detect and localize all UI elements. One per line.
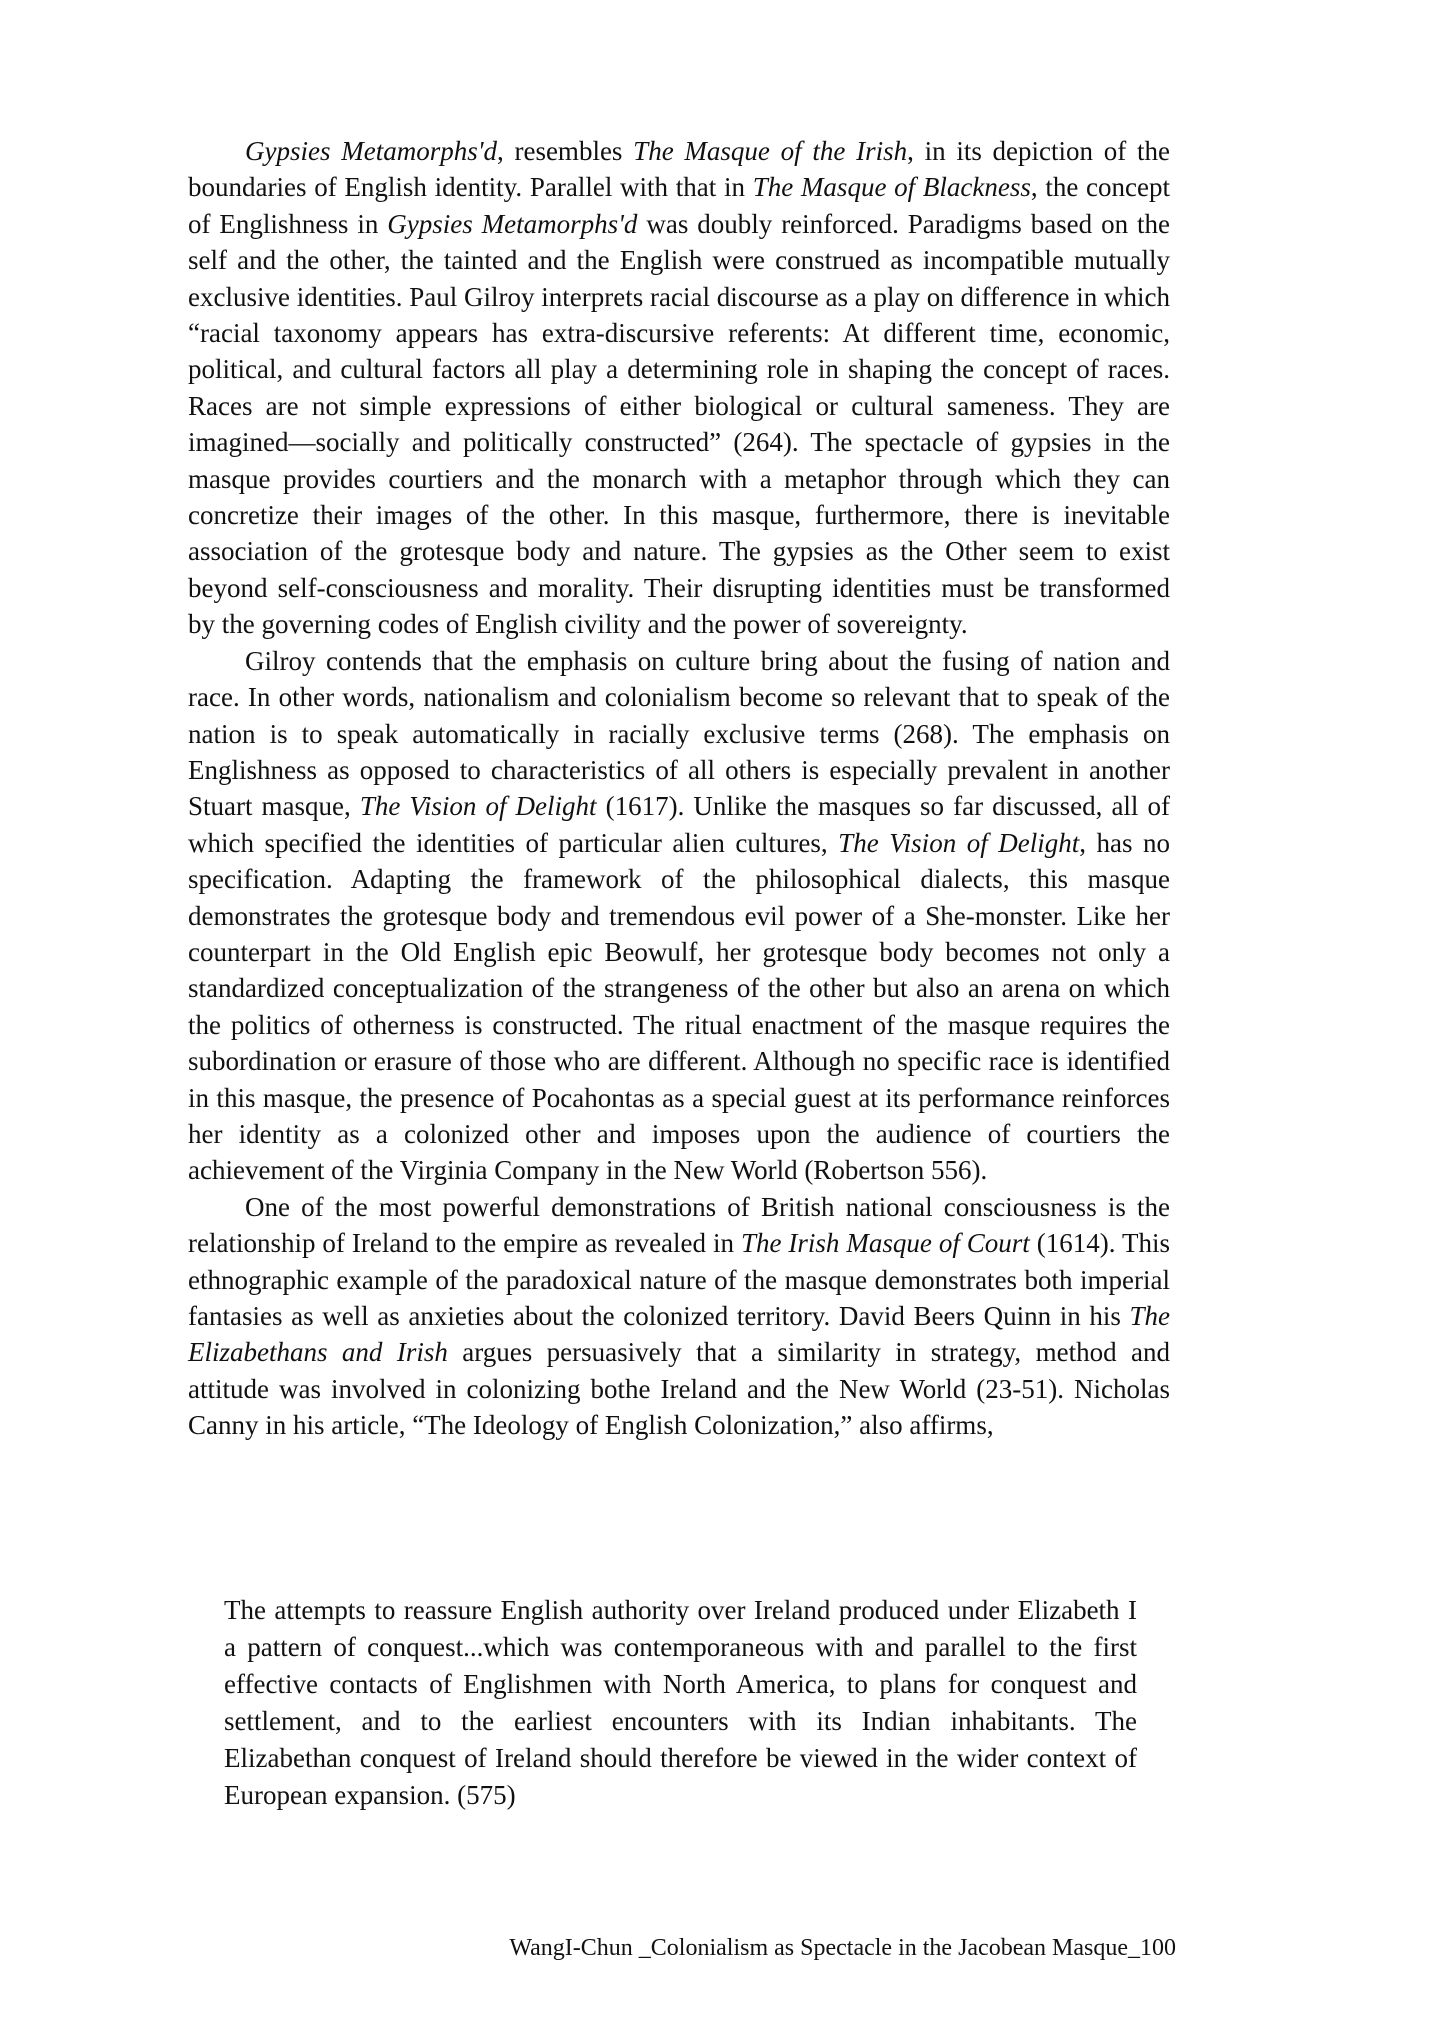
text-run: (1617). Unlike the masques so far discussed, all of which specified the identities of particular alien cultures, [188,791,1170,858]
title-ref: The Vision of Delight [359,791,597,822]
page-footer: WangI-Chun _Colonialism as Spectacle in the Jacobean Masque_100 [509,1935,1176,1961]
title-ref: The Irish Masque of Court [740,1228,1030,1259]
text-run: , has no specification. Adapting the framework of the philosophical dialects, this masque demonstrates the grotesque body and tremendous evil power of a She-monster. Like her counterpart in the Old English epic Beowulf, her grotesque body becomes not only a standardized conceptualization of the strangeness of the other but also an arena on which the politics of otherness is constructed. The ritual enactment of the masque requires the subordination or erasure of those who are different. Although no specific race is identified in this masque, the presence of Pocahontas as a special guest at its performance reinforces her identity as a colonized other and imposes upon the audience of courtiers the achievement of the Virginia Company in the New World (Robertson 556). [188,827,1170,1186]
block-quote-text: The attempts to reassure English authority over Ireland produced under Elizabeth I a pattern of conquest...which was contemporaneous with and parallel to the first effective contacts of Englishmen with North America, to plans for conquest and settlement, and to the earliest encounters with its Indian inhabitants. The Elizabethan conquest of Ireland should therefore be viewed in the wider context of European expansion. (575) [224,1595,1137,1810]
title-ref: Gypsies Metamorphs'd [387,208,638,239]
title-ref: The Masque of Blackness [752,172,1031,203]
title-ref: The Masque of the Irish [633,136,908,166]
block-quote [224,1592,1137,1814]
paragraph-2 [188,643,1170,1189]
text-run: One of the most powerful demonstrations of British national consciousness is the relationship of Ireland to the empire as revealed in [188,1191,1170,1259]
title-ref: The Vision of Delight [838,827,1080,858]
text-run: was doubly reinforced. Paradigms based on the self and the other, the tainted and the English were construed as incompatible mutually exclusive identities. Paul Gilroy interprets racial discourse as a play on difference in which “racial taxonomy appears has extra-discursive referents: At different time, economic, political, and cultural factors all play a determining role in shaping the concept of races. Races are not simple expressions of either biological or cultural sameness. They are imagined—socially and politically constructed” (264). The spectacle of gypsies in the masque provides courtiers and the monarch with a metaphor through which they can concretize their images of the other. In this masque, furthermore, there is inevitable association of the grotesque body and nature. The gypsies as the Other seem to exist beyond self-consciousness and morality. Their disrupting identities must be transformed by the governing codes of English civility and the power of sovereignty. [188,208,1170,640]
title-ref: The Elizabethans and Irish [188,1301,1170,1368]
text-run: , resembles [496,136,634,166]
text-run: argues persuasively that a similarity in strategy, method and attitude was involved in colonizing bothe Ireland and the New World (23-51). Nicholas Canny in his article, “The Ideology of English Colonization,” also affirms, [188,1337,1170,1441]
text-run: , the concept of Englishness in [188,172,1170,239]
paragraph-1 [188,133,1170,643]
paragraph-3 [188,1189,1170,1444]
text-run: , in its depiction of the boundaries of English identity. Parallel with that in [188,136,1170,203]
body-text [188,133,1170,1444]
text-run: Gilroy contends that the emphasis on culture bring about the fusing of nation and race. In other words, nationalism and colonialism become so relevant that to speak of the nation is to speak automatically in racially exclusive terms (268). The emphasis on Englishness as opposed to characteristics of all others is especially prevalent in another Stuart masque, [188,645,1170,822]
title-ref: Gypsies Metamorphs'd [245,136,497,166]
text-run: (1614). This ethnographic example of the paradoxical nature of the masque demonstrates both imperial fantasies as well as anxieties about the colonized territory. David Beers Quinn in his [188,1228,1170,1331]
